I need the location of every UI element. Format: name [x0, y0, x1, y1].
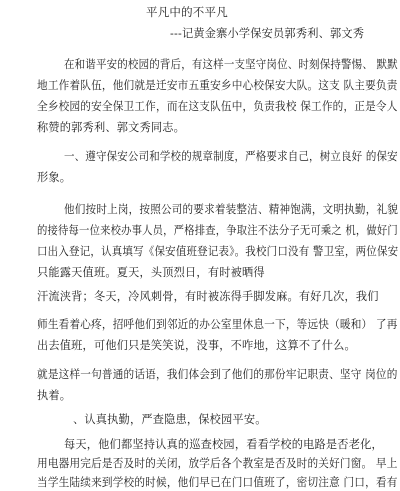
paragraph-line: 一、遵守保安公司和学校的规章制度，严格要求自己，树立良好 的保安: [64, 150, 398, 163]
paragraph-line: 、认真执勤，严查隐患，保校园平安。: [73, 413, 267, 426]
document-title: 平凡中的不平凡: [146, 5, 228, 19]
paragraph-line: 在和谐平安的校园的背后，有这样一支坚守岗位、时刻保持警惕、 默默: [64, 58, 398, 71]
paragraph-line: 就是这样一句普通的话语，我们体会到了他们的那份牢记职责、坚守 岗位的: [37, 368, 398, 381]
paragraph-line: 形象。: [37, 171, 72, 184]
paragraph-line: 执着。: [37, 389, 72, 402]
paragraph-line: 的接待每一位来校办事人员，严格排查，争取注不法分子无可乘之 机，做好门: [37, 224, 398, 237]
paragraph-line: 每天，他们都坚持认真的巡查校园，看看学校的电路是否老化，: [64, 438, 383, 451]
paragraph-line: 称赞的郭秀利、郭文秀同志。: [37, 121, 186, 134]
paragraph-line: 只能露天值班。夏天，头顶烈日，有时被晒得: [37, 266, 265, 279]
paragraph-line: 用电器用完后是否及时的关闭，放学后各个教室是否及时的关好门窗。 早上: [37, 457, 398, 470]
paragraph-line: 口出入登记，认真填写《保安值班登记表》。我校门口没有 警卫室，两位保安: [37, 245, 399, 258]
paragraph-line: 出去值班，可他们只是笑笑说，没事，不咋地，这算不了什么。: [37, 339, 356, 352]
document-subtitle: ---记黄金寨小学保安员郭秀利、郭文秀: [170, 27, 365, 40]
paragraph-line: 当学生陆续来到学校的时候，他们早已在门口值班了，密切注意 门口，看有: [37, 476, 398, 489]
paragraph-line: 师生看着心疼，招呼他们到邻近的办公室里休息一下，等远快（暖和） 了再: [37, 318, 398, 331]
paragraph-line: 地工作着队伍，他们就是迁安市五重安乡中心校保安大队。这支 队主要负责: [37, 79, 398, 92]
paragraph-line: 汗流浃背；冬天，冷风刺骨，有时被冻得手脚发麻。有好几次，我们: [37, 290, 379, 303]
paragraph-line: 他们按时上岗，按照公司的要求着装整洁、精神饱满，文明执勤，礼貌: [64, 203, 399, 216]
paragraph-line: 全乡校园的安全保卫工作，而在这支队伍中，负责我校 保工作的，正是令人: [37, 100, 398, 113]
